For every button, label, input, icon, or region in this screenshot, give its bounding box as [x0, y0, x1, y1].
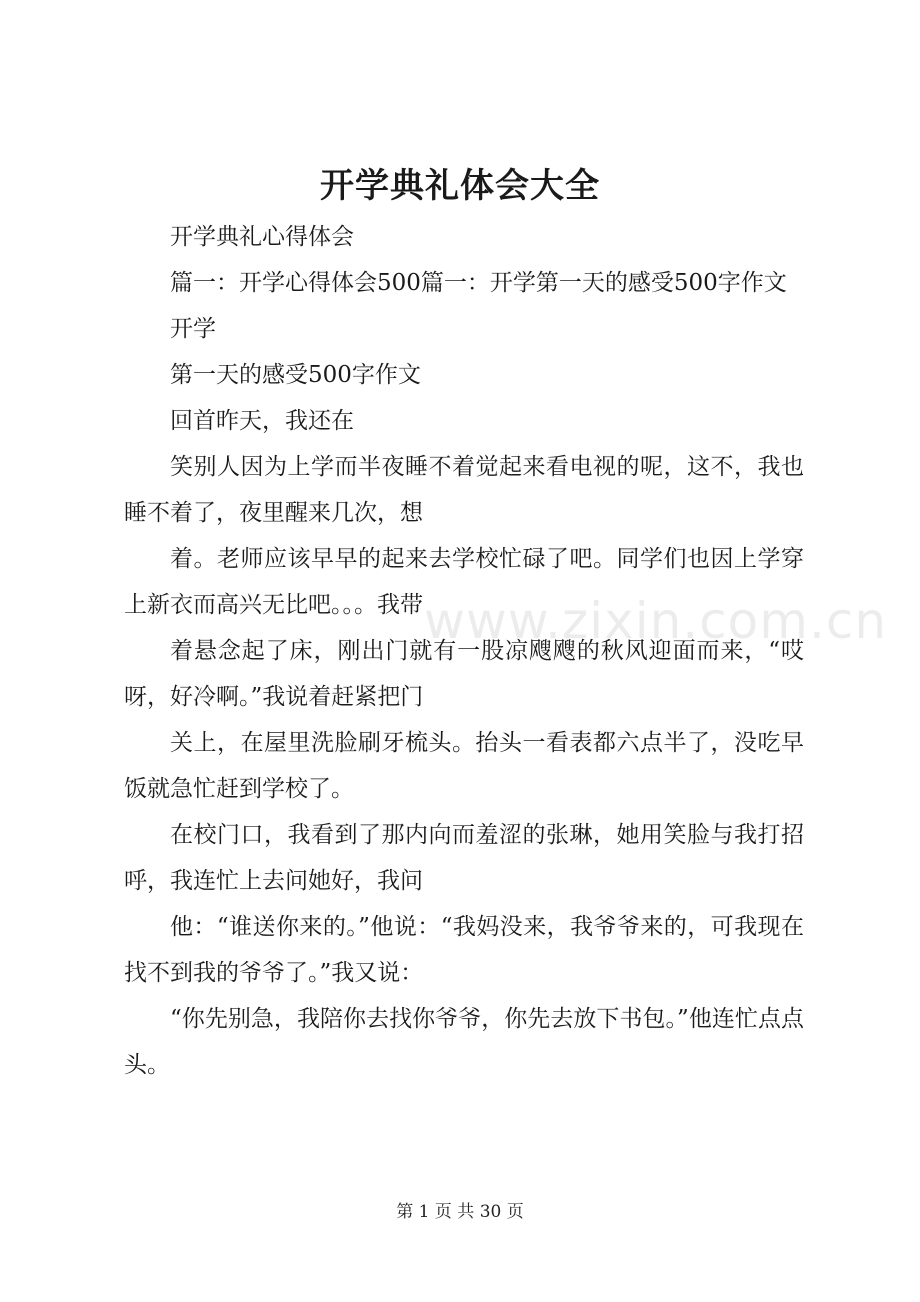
paragraph: 回首昨天，我还在	[170, 408, 354, 434]
paragraph: 他：“谁送你来的。”他说：“我妈没来，我爷爷来的，可我现在找不到我的爷爷了。”我又说：	[124, 914, 804, 986]
paragraph: 第一天的感受500字作文	[170, 362, 421, 388]
page-footer: 第 1 页 共 30 页	[396, 1202, 524, 1222]
paragraph: “你先别急，我陪你去找你爷爷，你先去放下书包。”他连忙点点头。	[124, 1006, 804, 1078]
paragraph: 篇一：开学心得体会500篇一：开学第一天的感受500字作文	[170, 270, 787, 296]
paragraph: 着悬念起了床，刚出门就有一股凉飕飕的秋风迎面而来，“哎呀，好冷啊。”我说着赶紧把门	[124, 638, 804, 710]
paragraph: 着。老师应该早早的起来去学校忙碌了吧。同学们也因上学穿上新衣而高兴无比吧。。。我带	[124, 546, 804, 618]
paragraph: 开学典礼心得体会	[170, 224, 354, 250]
paragraph: 关上，在屋里洗脸刷牙梳头。抬头一看表都六点半了，没吃早饭就急忙赶到学校了。	[124, 730, 804, 802]
document-body	[124, 214, 804, 1088]
paragraph: 笑别人因为上学而半夜睡不着觉起来看电视的呢，这不，我也睡不着了，夜里醒来几次，想	[124, 454, 804, 526]
paragraph: 开学	[170, 316, 216, 342]
watermark: www.zixin.com.cn	[424, 592, 888, 650]
paragraph: 在校门口，我看到了那内向而羞涩的张琳，她用笑脸与我打招呼，我连忙上去问她好，我问	[124, 822, 804, 894]
document-title: 开学典礼体会大全	[320, 166, 600, 206]
